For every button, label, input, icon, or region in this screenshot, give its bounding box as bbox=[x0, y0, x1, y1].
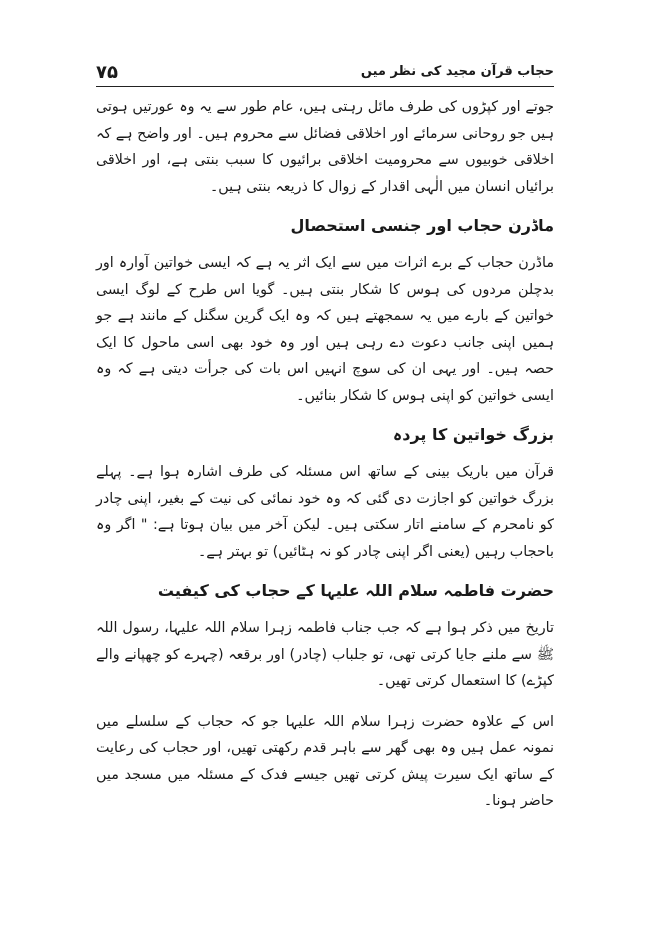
running-title: حجاب قرآن مجید کی نظر میں bbox=[360, 64, 554, 79]
section-heading: بزرگ خواتین کا پردہ bbox=[392, 425, 554, 444]
section-heading: حضرت فاطمہ سلام اللہ علیہا کے حجاب کی کیفیت bbox=[157, 581, 554, 600]
paragraph: ماڈرن حجاب کے برے اثرات میں سے ایک اثر یہ ہے کہ ایسی خواتین آوارہ اور بدچلن مردوں کی ہوس کا شکار بنتی ہیں۔ گویا اس طرح کے لوگ ایسی خواتین کے بارے میں یہ سمجھتے ہیں کہ وہ ایک گرین سگنل کے مانند ہے جو ہمیں اپنی جانب دعوت دے رہی ہیں اور وہ خود بھی اسی ماحول کا ایک حصہ ہیں۔ اور یہی ان کی سوچ انہیں اس بات کی جرأت دیتی ہے کہ وہ ایسی خواتین کو اپنی ہوس کا شکار بنائیں۔ bbox=[96, 255, 554, 404]
page-body bbox=[96, 94, 554, 829]
paragraph: تاریخ میں ذکر ہوا ہے کہ جب جناب فاطمہ زہرا سلام اللہ علیہا، رسول اللہ ﷺ سے ملنے جایا کرتی تھی، تو جلباب (چادر) اور برقعہ (چہرے کو چھپانے والے کپڑے) کا استعمال کرتی تھیں۔ bbox=[96, 620, 554, 689]
paragraph: اس کے علاوہ حضرت زہرا سلام اللہ علیہا جو کہ حجاب کے سلسلے میں نمونہ عمل ہیں وہ بھی گھر سے باہر قدم رکھتی تھیں، اور حجاب کی رعایت کے ساتھ ایک سیرت پیش کرتی تھیں جیسے فدک کے مسئلہ میں مسجد میں حاضر ہونا۔ bbox=[96, 713, 554, 809]
page-header bbox=[96, 58, 554, 87]
section-heading: ماڈرن حجاب اور جنسی استحصال bbox=[290, 216, 554, 235]
paragraph: قرآن میں باریک بینی کے ساتھ اس مسئلہ کی طرف اشارہ ہوا ہے۔ پہلے بزرگ خواتین کو اجازت دی گئی کہ وہ خود نمائی کی نیت کے بغیر، اپنی چادر کو نامحرم کے سامنے اتار سکتی ہیں۔ لیکن آخر میں بیان ہوتا ہے: " اگر وہ باحجاب رہیں (یعنی اگر اپنی چادر کو نہ ہٹائیں) تو بہتر ہے۔ bbox=[96, 464, 554, 560]
paragraph: جوتے اور کپڑوں کی طرف مائل رہتی ہیں، عام طور سے یہ وہ عورتیں ہوتی ہیں جو روحانی سرمائے اور اخلاقی فضائل سے محروم ہیں۔ اور واضح ہے کہ اخلاقی خوبیوں سے محرومیت اخلاقی برائیوں کا سبب بنتی ہے، اور اخلاقی برائیاں انسان میں الٰہی اقدار کے زوال کا ذریعہ بنتی ہیں۔ bbox=[96, 99, 554, 195]
page-number: ۷۵ bbox=[96, 62, 118, 83]
